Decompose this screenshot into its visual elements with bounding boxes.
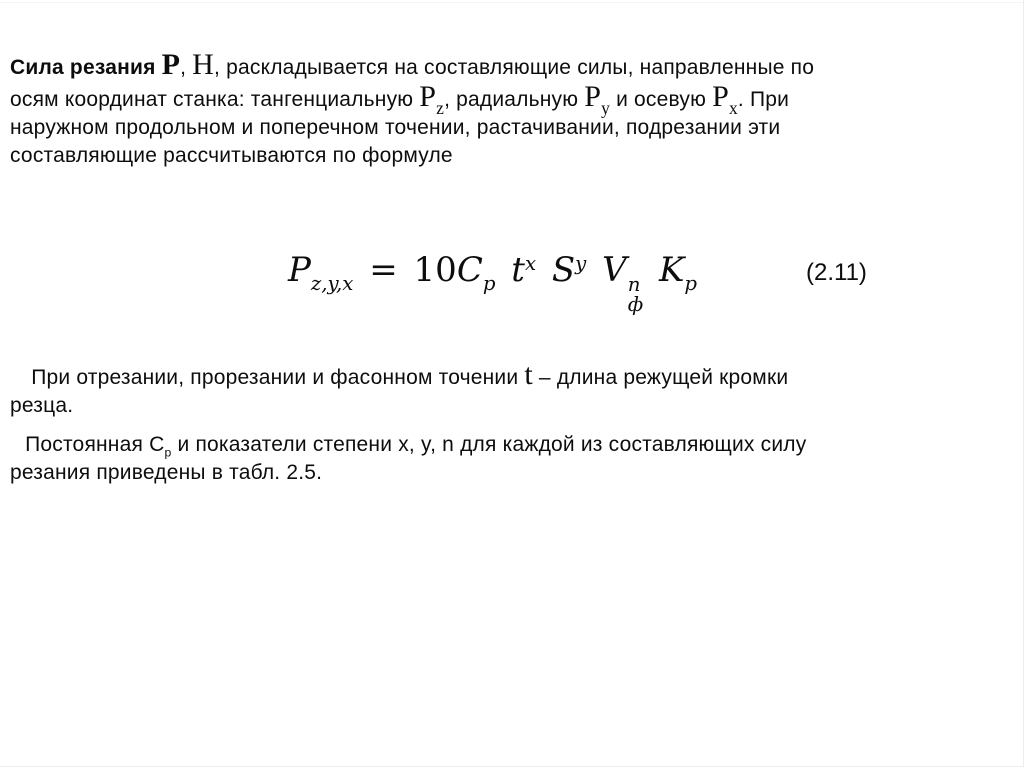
text-run: и показатели степени x, y, n для каждой из составляющих силу bbox=[171, 433, 807, 456]
text-run: V n ф bbox=[602, 250, 644, 317]
text-run: $P_x$ bbox=[712, 80, 738, 118]
text-run: $P_{z,y,x}$ bbox=[288, 250, 354, 295]
cutoff-note-paragraph bbox=[10, 360, 1014, 420]
text-run: $S^y$ bbox=[551, 250, 587, 290]
text-run: Сила резания bbox=[10, 56, 162, 79]
text-run: – длина режущей кромки bbox=[532, 366, 789, 389]
text-run bbox=[536, 250, 552, 290]
text-line bbox=[10, 114, 1014, 142]
text-run: резца. bbox=[10, 394, 74, 417]
intro-paragraph bbox=[10, 50, 1014, 170]
text-run: Постоянная bbox=[10, 433, 150, 456]
text-run: и осевую bbox=[610, 88, 713, 111]
text-run: , раскладывается на составляющие силы, направленные по bbox=[214, 56, 815, 79]
text-line bbox=[10, 142, 1014, 170]
text-run: P bbox=[161, 48, 181, 81]
text-run: $P_y$ bbox=[584, 80, 611, 118]
text-run bbox=[586, 250, 602, 290]
text-run: $K_p$ bbox=[658, 250, 697, 295]
text-run bbox=[643, 250, 659, 290]
text-run: резания приведены в табл. 2.5. bbox=[10, 461, 323, 484]
text-run: . При bbox=[737, 88, 790, 111]
text-run: H bbox=[192, 48, 215, 81]
table-reference-paragraph bbox=[10, 431, 1014, 487]
text-run: t bbox=[524, 358, 533, 391]
text-run: $t^x$ bbox=[511, 250, 537, 290]
text-run: При отрезании, прорезании и фасонном точении bbox=[10, 366, 525, 389]
text-line bbox=[10, 360, 1014, 392]
text-run bbox=[495, 250, 511, 290]
text-line bbox=[10, 50, 1014, 82]
text-line bbox=[288, 250, 697, 317]
text-run: $P_z$ bbox=[419, 80, 445, 118]
text-line bbox=[10, 80, 1014, 118]
sup-sub-stack: n ф bbox=[627, 273, 644, 317]
text-run: $C_p$ bbox=[456, 250, 496, 295]
equation-number: (2.11) bbox=[806, 259, 867, 286]
text-run: , радиальную bbox=[444, 88, 585, 111]
text-line bbox=[10, 459, 1014, 487]
text-line bbox=[10, 431, 1014, 459]
text-line bbox=[10, 392, 1014, 420]
text-run: = 10 bbox=[353, 250, 457, 290]
text-run: $C_p$ bbox=[149, 433, 172, 460]
text-run: осям координат станка: тангенциальную bbox=[10, 88, 420, 111]
text-run: , bbox=[180, 56, 193, 79]
text-run: составляющие рассчитываются по формуле bbox=[10, 144, 453, 167]
top-hairline-divider bbox=[0, 2, 1023, 3]
cutting-force-formula bbox=[288, 246, 697, 315]
text-run: наружном продольном и поперечном точении, растачивании, подрезании эти bbox=[10, 116, 781, 139]
